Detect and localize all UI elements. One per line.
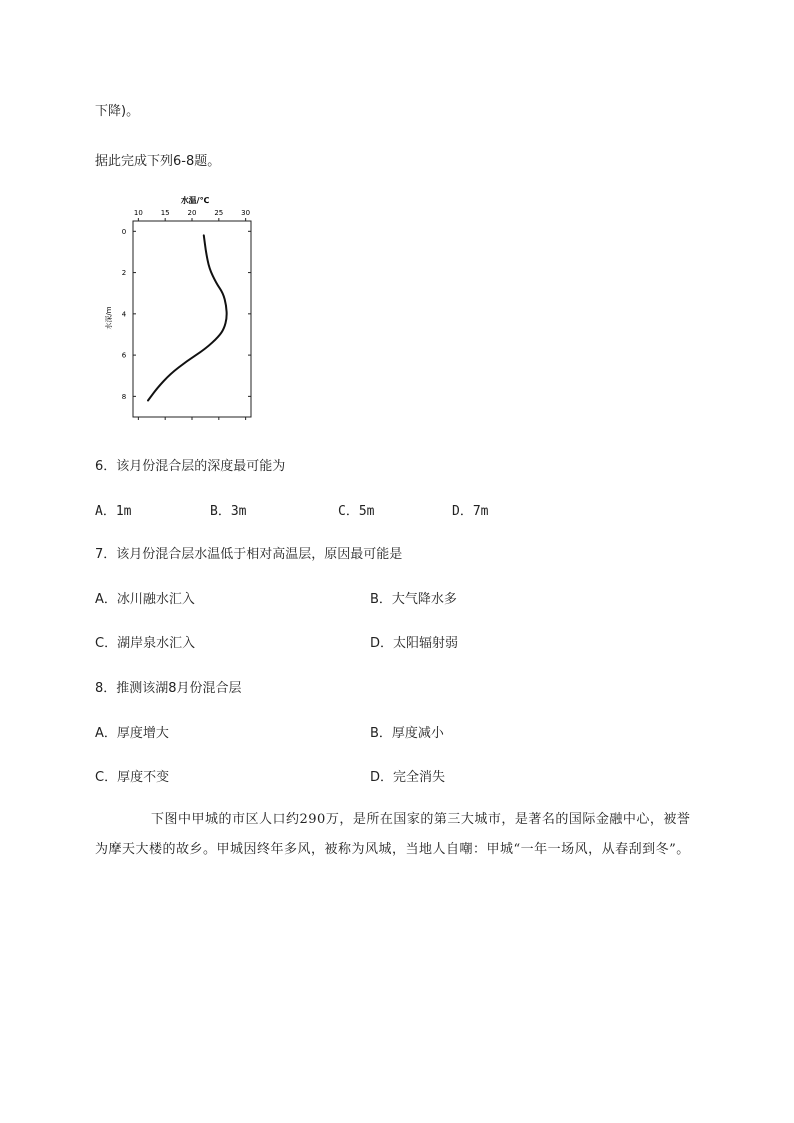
y-axis-ticks: [122, 228, 251, 401]
y-tick-label: 0: [121, 227, 127, 236]
question-8-option-d[interactable]: D．完全消失: [370, 770, 446, 785]
question-8-stem: 8．推测该湖8月份混合层: [95, 681, 242, 696]
question-8-option-a[interactable]: A．厚度增大: [95, 726, 169, 741]
y-tick-label: 2: [121, 269, 127, 278]
x-tick-label: 15: [160, 209, 170, 217]
y-axis-label: 水深/m: [105, 306, 113, 330]
y-tick-label: 8: [121, 392, 127, 401]
y-tick-label: 6: [121, 351, 127, 360]
y-tick-label: 4: [121, 310, 127, 319]
reading-passage: 下图中甲城的市区人口约290万，是所在国家的第三大城市，是著名的国际金融中心，被誉为摩天大楼的故乡。甲城因终年多风，被称为风城，当地人自嘲：甲城“一年一场风，从春刮到冬”。: [95, 812, 691, 857]
plot-frame: [133, 221, 251, 417]
question-6-option-a[interactable]: A．1m: [95, 504, 132, 519]
x-axis-ticks: [134, 209, 250, 420]
question-6-option-c[interactable]: C．5m: [338, 504, 375, 519]
instruction-text: 据此完成下列6-8题。: [95, 154, 221, 169]
water-temperature-depth-chart: [100, 190, 270, 430]
x-tick-label: 30: [241, 209, 251, 217]
question-7-option-d[interactable]: D．太阳辐射弱: [370, 636, 459, 651]
question-7-option-a[interactable]: A．冰川融水汇入: [95, 592, 195, 607]
question-8-option-c[interactable]: C．厚度不变: [95, 770, 170, 785]
x-tick-label: 20: [187, 209, 197, 217]
question-7-stem: 7．该月份混合层水温低于相对高温层，原因最可能是: [95, 547, 403, 562]
x-tick-label: 10: [133, 209, 143, 217]
chart-title: 水温/℃: [180, 196, 210, 205]
question-6-option-b[interactable]: B．3m: [210, 504, 247, 519]
temperature-profile-line: [148, 235, 227, 400]
question-6-stem: 6．该月份混合层的深度最可能为: [95, 459, 286, 474]
question-7-option-c[interactable]: C．湖岸泉水汇入: [95, 636, 196, 651]
question-7-option-b[interactable]: B．大气降水多: [370, 592, 457, 607]
question-6-option-d[interactable]: D．7m: [452, 504, 489, 519]
question-8-option-b[interactable]: B．厚度减小: [370, 726, 444, 741]
continued-text: 下降)。: [95, 104, 140, 119]
x-tick-label: 25: [214, 209, 224, 217]
